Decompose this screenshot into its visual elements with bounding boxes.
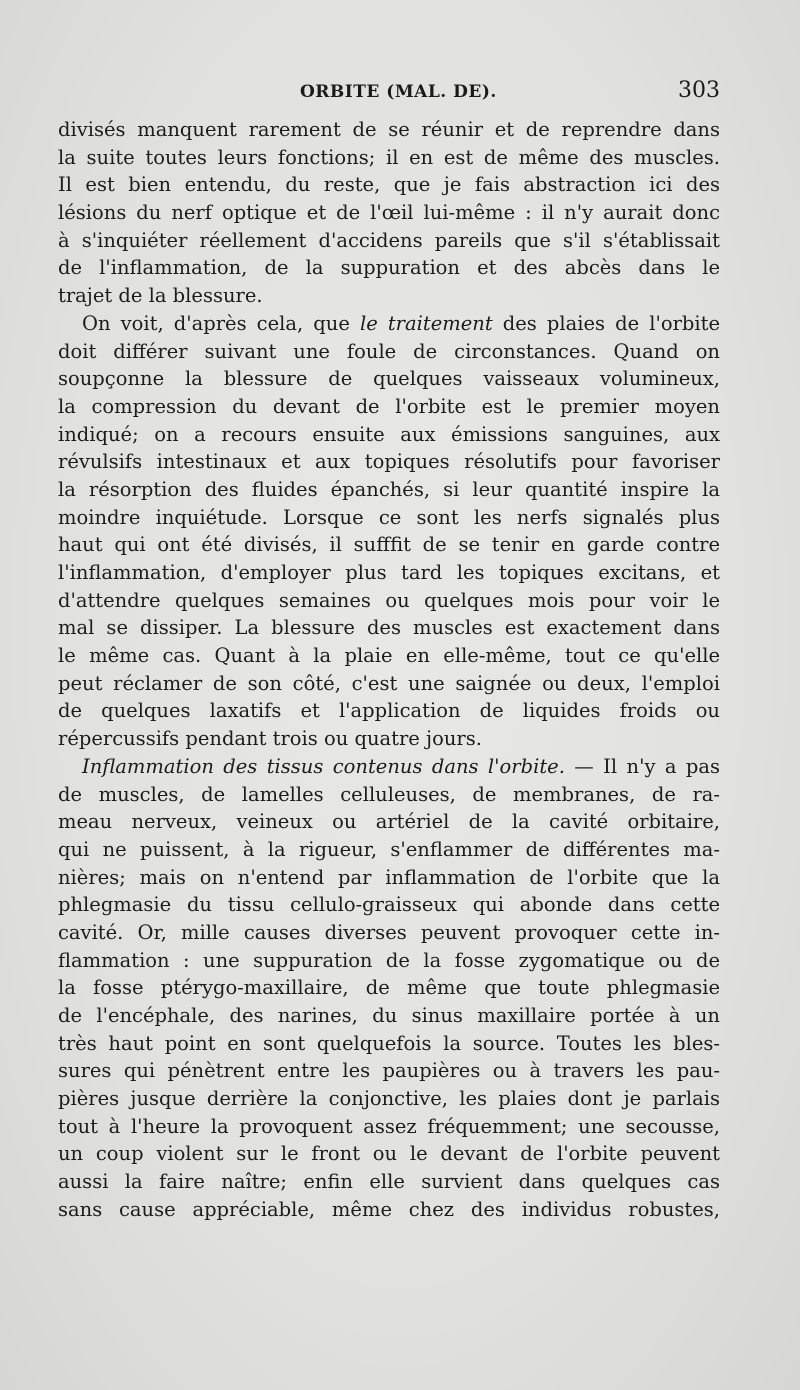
text-line: indiqué; on a recours ensuite aux émissions sanguines, aux [58, 422, 720, 446]
text-line: la fosse ptérygo-maxillaire, de même que toute phlegmasie [58, 976, 720, 1000]
text-line: sans cause appréciable, même chez des individus robustes, [58, 1197, 720, 1221]
text-line: mal se dissiper. La blessure des muscles est exactement dans [58, 616, 720, 640]
text-line: la résorption des fluides épanchés, si leur quantité inspire la [58, 477, 720, 501]
line-segment: des plaies de l'orbite [492, 311, 720, 335]
text-line: révulsifs intestinaux et aux topiques résolutifs pour favoriser [58, 450, 720, 474]
text-line: peut réclamer de son côté, c'est une saignée ou deux, l'emploi [58, 671, 720, 695]
text-line: aussi la faire naître; enfin elle survient dans quelques cas [58, 1170, 720, 1194]
line-segment: On voit, d'après cela, que [82, 311, 360, 335]
text-line: un coup violent sur le front ou le devant de l'orbite peuvent [58, 1142, 720, 1166]
section-heading-italic: Inflammation des tissus contenus dans l'orbite. [82, 754, 565, 778]
text-line: de l'inflammation, de la suppuration et des abcès dans le [58, 256, 720, 280]
text-line: pières jusque derrière la conjonctive, les plaies dont je parlais [58, 1087, 720, 1111]
text-line: à s'inquiéter réellement d'accidens pareils que s'il s'établissait [58, 228, 720, 252]
text-line: cavité. Or, mille causes diverses peuvent provoquer cette in- [58, 920, 720, 944]
text-line: divisés manquent rarement de se réunir et de reprendre dans [58, 118, 720, 141]
body-text [58, 116, 720, 1224]
text-line: la suite toutes leurs fonctions; il en est de même des muscles. [58, 145, 720, 169]
text-line: moindre inquiétude. Lorsque ce sont les nerfs signalés plus [58, 505, 720, 529]
page-number: 303 [678, 78, 720, 103]
text-line: trajet de la blessure. [58, 284, 263, 308]
text-line: sures qui pénètrent entre les paupières ou à travers les pau- [58, 1059, 720, 1083]
text-line: de muscles, de lamelles celluleuses, de membranes, de ra- [58, 782, 720, 806]
text-line: meau nerveux, veineux ou artériel de la cavité orbitaire, [58, 810, 720, 834]
text-line: flammation : une suppuration de la fosse zygomatique ou de [58, 948, 720, 972]
text-line: soupçonne la blessure de quelques vaisseaux volumineux, [58, 367, 720, 391]
text-line: d'attendre quelques semaines ou quelques mois pour voir le [58, 588, 720, 612]
text-line: nières; mais on n'entend par inflammation de l'orbite que la [58, 865, 720, 889]
text-line: Il est bien entendu, du reste, que je fais abstraction ici des [58, 173, 720, 197]
text-line: doit différer suivant une foule de circonstances. Quand on [58, 339, 720, 363]
text-line: très haut point en sont quelquefois la source. Toutes les bles- [58, 1031, 720, 1055]
italic-phrase: le traitement [359, 311, 493, 335]
text-line: haut qui ont été divisés, il sufffit de se tenir en garde contre [58, 533, 720, 557]
text-line: lésions du nerf optique et de l'œil lui-même : il n'y aurait donc [58, 201, 720, 225]
text-line: de l'encéphale, des narines, du sinus maxillaire portée à un [58, 1004, 720, 1027]
text-line: la compression du devant de l'orbite est le premier moyen [58, 394, 720, 418]
line-segment: — Il n'y a pas [564, 754, 720, 778]
text-line: tout à l'heure la provoquent assez fréquemment; une secousse, [58, 1114, 720, 1138]
paragraph-opening-line [58, 310, 720, 338]
text-line: répercussifs pendant trois ou quatre jours. [58, 727, 482, 751]
text-line: qui ne puissent, à la rigueur, s'enflammer de différentes ma- [58, 837, 720, 861]
text-line: le même cas. Quant à la plaie en elle-même, tout ce qu'elle [58, 644, 720, 668]
running-title: ORBITE (MAL. DE). [300, 82, 497, 102]
text-line: phlegmasie du tissu cellulo-graisseux qui abonde dans cette [58, 893, 720, 917]
paragraph-opening-line [58, 753, 720, 781]
text-line: de quelques laxatifs et l'application de liquides froids ou [58, 699, 720, 723]
text-line: l'inflammation, d'employer plus tard les topiques excitans, et [58, 561, 720, 584]
running-head [58, 78, 720, 108]
